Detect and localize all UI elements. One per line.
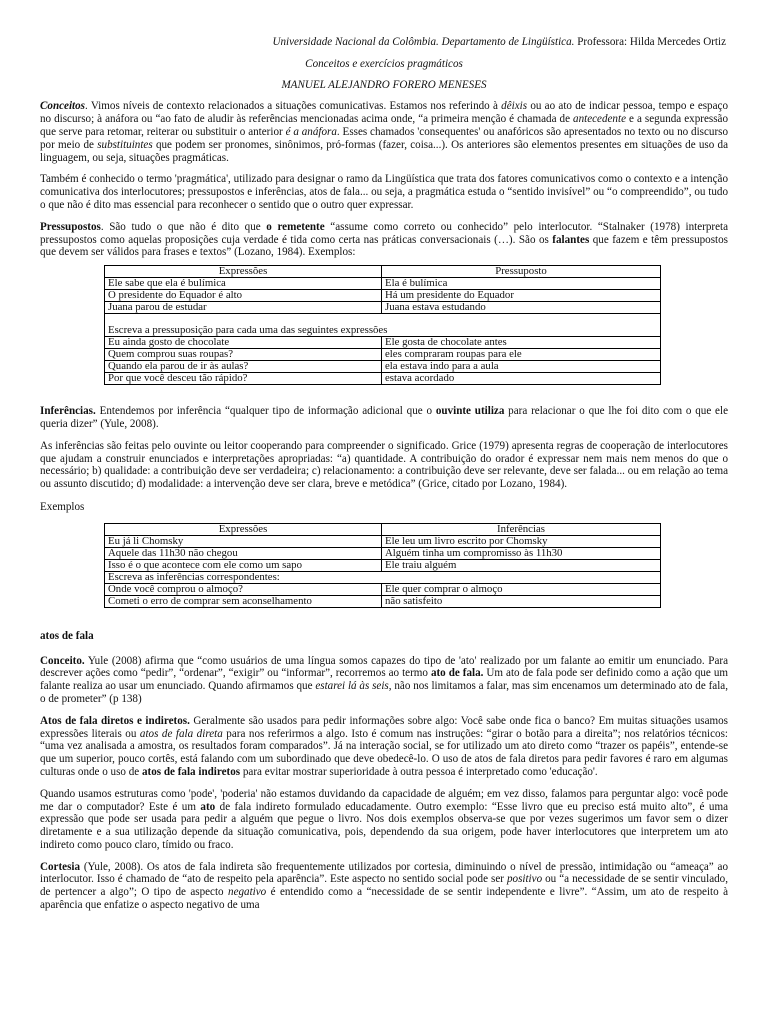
table-cell: estava acordado [382, 373, 661, 385]
text: . São tudo o que não é dito que [100, 220, 267, 233]
term-pressupostos: Pressupostos [40, 220, 101, 233]
pressupostos-table [104, 265, 661, 385]
table-cell: O presidente do Equador é alto [105, 290, 382, 302]
table-cell: Há um presidente do Equador [382, 290, 661, 302]
table-cell: Juana parou de estudar [105, 302, 382, 314]
text: que podem ser pronomes, sinônimos, pró-formas (fazer, coisa...). Os anteriores são elementos presentes em situações de uso da linguagem, ou seja, situações pragmáticas. [40, 138, 728, 164]
text: Quando usamos estruturas como 'pode', 'poderia' não estamos duvidando da capacidade de alguém; em vez disso, falamos para perguntar algo: você pode me dar o computador? Este é um [40, 787, 728, 813]
text: . Esses chamados 'consequentes' ou anafóricos são apresentados no texto ou no discurso por meio de [40, 125, 728, 151]
table-row [105, 278, 661, 290]
term-substituintes: substituintes [97, 138, 153, 151]
paragraph-pragmatica: Também é conhecido o termo 'pragmática', utilizado para designar o ramo da Lingüística que trata dos fatores comunicativos como o contexto e a intenção comunicativa dos interlocutores; pressupostos e inferências, atos de fala... ou seja, a pragmática estuda o “sentido invisível” ou “o compreendido”, ou tudo o que não é dito mas essencial para reconhecer o sentido que o outro quer expressar. [40, 173, 728, 211]
table-header-cell: Expressões [105, 266, 382, 278]
author-name: MANUEL ALEJANDRO FORERO MENESES [281, 78, 487, 91]
table-cell: Ele sabe que ela é bulímica [105, 278, 382, 290]
table-cell: Quando ela parou de ir às aulas? [105, 361, 382, 373]
paragraph-cortesia [40, 861, 728, 912]
paragraph-inferencias [40, 405, 728, 431]
table-cell: Ele quer comprar o almoço [382, 583, 661, 595]
text: . Vimos níveis de contexto relacionados a situações comunicativas. Estamos nos referindo à [85, 100, 502, 113]
table-row [105, 535, 661, 547]
table-cell: Eu já li Chomsky [105, 535, 382, 547]
table-cell: Ele traiu alguém [382, 559, 661, 571]
text: Yule (2008) afirma que “como usuários de uma língua somos capazes do tipo de 'ato' realizado por um falante ao emitir um enunciado. Para descrever ações como “pedir”, “ordenar”, “exigir” ou “informar”, recorremos ao termo [40, 654, 728, 680]
paragraph-poderia [40, 788, 728, 852]
table-cell: Ela é bulímica [382, 278, 661, 290]
document-subtitle: Conceitos e exercícios pragmáticos [305, 57, 463, 70]
text: Um ato de fala pode ser definido como a ação que um falante realiza ao usar um enunciado. Quando afirmamos que [40, 667, 728, 693]
term-falantes: falantes [552, 233, 590, 246]
table-row [105, 583, 661, 595]
term-antecedente: antecedente [573, 113, 626, 126]
institution: Universidade Nacional da Colômbia. Departamento de Lingüística. [272, 36, 575, 48]
table-cell: não satisfeito [382, 595, 661, 607]
term-positivo: positivo [506, 873, 543, 886]
term-inferencias: Inferências. [40, 405, 96, 418]
text: ou “a necessidade de se sentir vinculado, de pertencer a algo”; O tipo de aspecto [40, 873, 728, 899]
term-ato-de-fala: ato de fala. [430, 667, 484, 680]
professor: Professora: Hilda Mercedes Ortiz [577, 36, 726, 48]
paragraph-conceitos [40, 100, 728, 164]
table-cell: Por que você desceu tão rápido? [105, 373, 382, 385]
text: para relacionar o que lhe foi dito com o que ele queria dizer” (Yule, 2008). [40, 405, 728, 430]
table-cell: Aquele das 11h30 não chegou [105, 547, 382, 559]
section-title-atos-de-fala: atos de fala [40, 629, 94, 642]
table-cell: Ele gosta de chocolate antes [382, 337, 661, 349]
text: e a segunda expressão que serve para retomar, reiterar ou substituir o anterior [40, 113, 728, 138]
text: para evitar mostrar superioridade à outra pessoa é interpretado como 'educação'. [240, 765, 598, 778]
table-header-cell: Expressões [105, 523, 382, 535]
term-ato: ato [200, 800, 216, 813]
header-line [40, 36, 728, 49]
term-anafora: é a anáfora [285, 125, 337, 138]
text: “assume como correto ou conhecido” pelo interlocutor. “Stalnaker (1978) interpreta pressupostos como aquelas proposições cuja verdade é tida como certa nas práticas conversacionais (…). São os [40, 220, 728, 246]
text: Geralmente são usados para pedir informações sobre algo: Você sabe onde fica o banco? Em muitas situações usamos expressões literais ou [40, 714, 728, 740]
table-cell: ela estava indo para a aula [382, 361, 661, 373]
table-row [105, 547, 661, 559]
table-row [105, 337, 661, 349]
text: para nos referirmos a algo. Isto é comum nas instruções: “girar o botão para a direita”; nos relatórios técnicos: “uma vez analisada a amostra, os resultados foram comparados”. Já na interação social, se for utilizado um ato direto como “trazer os papéis”, entende-se que um superior, pouco cortês, está falando com um subordinado que deve obedecê-lo. O uso de atos de fala diretos para pedir favores é raro em algumas culturas onde o uso de [40, 727, 728, 778]
table-cell: Onde você comprou o almoço? [105, 583, 382, 595]
term-cortesia: Cortesia [40, 860, 81, 873]
table-cell: Quem comprou suas roupas? [105, 349, 382, 361]
table-cell: Alguém tinha um compromisso às 11h30 [382, 547, 661, 559]
table-cell: Ele leu um livro escrito por Chomsky [382, 535, 661, 547]
table-row [105, 361, 661, 373]
table-instruction-row [105, 314, 661, 337]
term-deixis: dêixis [501, 100, 528, 113]
paragraph-pressupostos [40, 221, 728, 259]
term-negativo: negativo [228, 886, 267, 899]
term-conceito: Conceito. [40, 654, 85, 667]
table-header-row [105, 523, 661, 535]
term-fala-indiretos: atos de fala indiretos [141, 765, 241, 778]
paragraph-conceito [40, 655, 728, 706]
table-cell: eles compraram roupas para ele [382, 349, 661, 361]
table-instruction: Escreva a pressuposição para cada uma das seguintes expressões [105, 314, 661, 337]
term-ouvinte: ouvinte utiliza [435, 405, 505, 418]
table-row [105, 302, 661, 314]
term-atos-diretos: Atos de fala diretos e indiretos. [40, 714, 190, 727]
text: ou ao ato de indicar pessoa, tempo e espaço no discurso; à anáfora ou “ao fato de aludir às referências mencionadas acima onde, “a primeira menção é chamada de [40, 100, 729, 126]
term-fala-direta: atos de fala direta [139, 727, 223, 740]
table-instruction: Escreva as inferências correspondentes: [105, 571, 661, 583]
term-conceitos: Conceitos [40, 100, 85, 113]
exemplos-label: Exemplos [40, 500, 85, 513]
table-row [105, 290, 661, 302]
table-cell: Eu ainda gosto de chocolate [105, 337, 382, 349]
table-header-cell: Pressuposto [382, 266, 661, 278]
text: de fala indireto formulado educadamente. Outro exemplo: “Esse livro que eu preciso está muito alto”, é uma expressão que pode ser usada para pedir a alguém que pegue o livro. Nos dois exemplos observa-se que por vezes sugerimos um favor sem o dizer diretamente e a sua utilização depende da situação comunicativa, pois, dependendo da sua origem, pode haver interlocutores que interpretem um ato indireto como pouco claro, tímido ou fraco. [40, 800, 728, 851]
text: é entendido como a “necessidade de se sentir independente e livre”. “Assim, um ato de respeito à aparência que enfatize o aspecto negativo de uma [40, 886, 728, 912]
inferencias-table [104, 523, 661, 608]
paragraph-grice: As inferências são feitas pelo ouvinte ou leitor cooperando para compreender o significado. Grice (1979) apresenta regras de cooperação de interlocutores que ajudam a construir enunciados e interpretações apropriadas: “a) quantidade. A contribuição do orador é expressar nem mais nem menos do que o necessário; b) qualidade: a contribuição deve ser verdadeira; c) relacionamento: a contribuição deve ser relevante, deve ser falada... ou em relação ao tema ou assunto discutido; d) modalidade: a intervenção deve ser clara, breve e metódica” (Grice, citado por Lozano, 1984). [40, 439, 728, 491]
table-row [105, 595, 661, 607]
term-remetente: o remetente [266, 220, 325, 233]
text: Entendemos por inferência “qualquer tipo de informação adicional que o [95, 405, 436, 418]
table-cell: Cometi o erro de comprar sem aconselhamento [105, 595, 382, 607]
table-header-cell: Inferências [382, 523, 661, 535]
table-cell: Juana estava estudando [382, 302, 661, 314]
table-instruction-row [105, 571, 661, 583]
text: que fazem e têm pressupostos que devem ser válidos para frases e textos” (Lozano, 1984). Exemplos: [40, 233, 728, 259]
text: (Yule, 2008). Os atos de fala indireta são frequentemente utilizados por cortesia, diminuindo o nível de pressão, intimidação ou “ameaça” ao interlocutor. Isso é chamado de “ato de respeito pela aparência”. Este aspecto no sentido social pode ser [40, 860, 728, 886]
table-row [105, 373, 661, 385]
table-cell: Isso é o que acontece com ele como um sapo [105, 559, 382, 571]
table-row [105, 349, 661, 361]
text: , não nos limitamos a falar, mas sim encenamos um determinado ato de fala, o de prometer” (p 138) [40, 680, 728, 705]
table-header-row [105, 266, 661, 278]
paragraph-atos-diretos [40, 715, 728, 779]
table-row [105, 559, 661, 571]
term-estarei: estarei lá às seis [315, 680, 389, 693]
